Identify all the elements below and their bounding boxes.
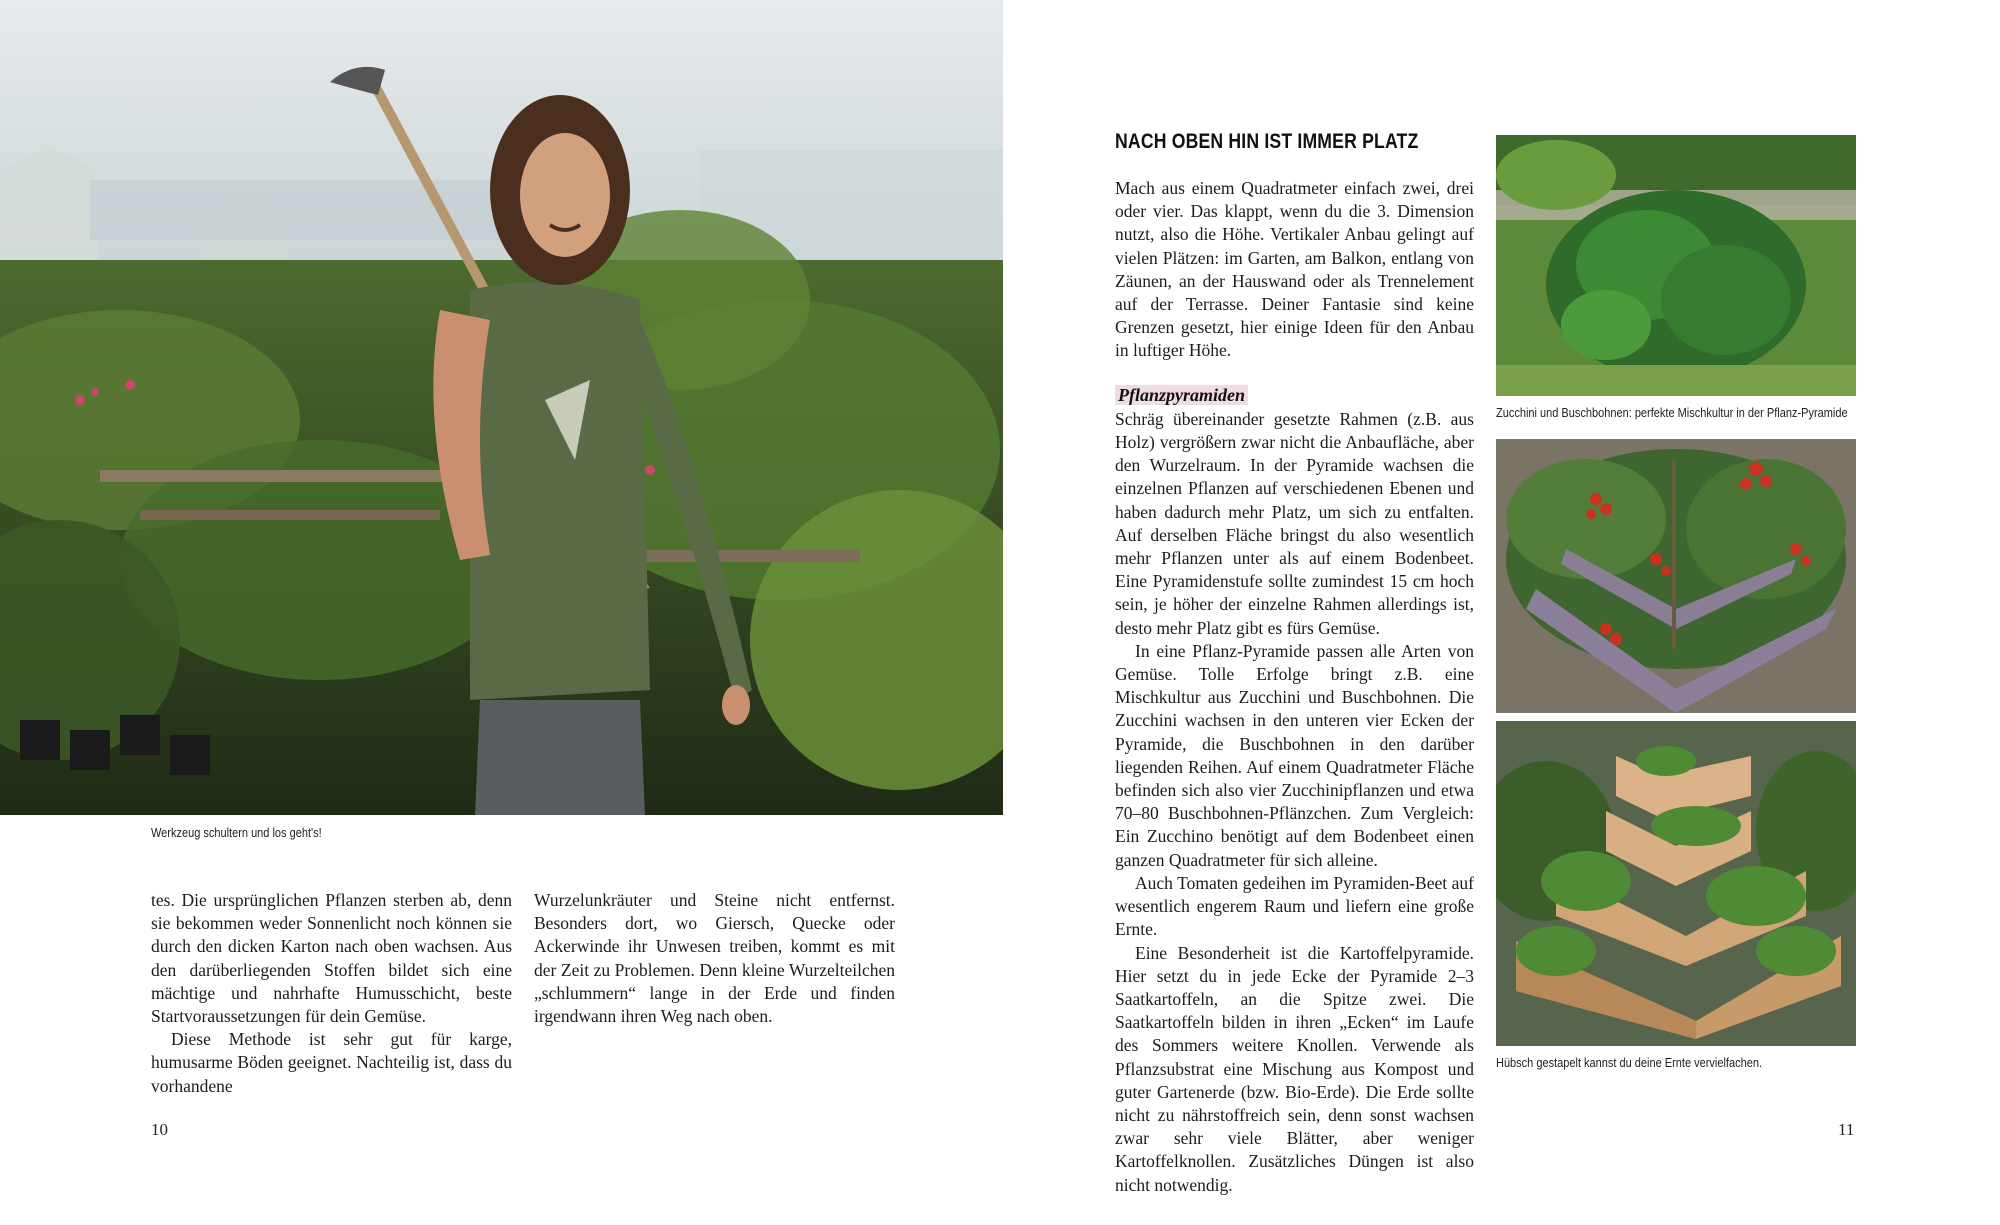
photo-caption: Zucchini und Buschbohnen: perfekte Mischkultur in der Pflanz-Pyramide xyxy=(1496,406,1848,420)
right-text-column xyxy=(1115,177,1474,1197)
section-heading: NACH OBEN HIN IST IMMER PLATZ xyxy=(1115,130,1419,153)
page-number-left: 10 xyxy=(151,1120,168,1139)
paragraph: Wurzelunkräuter und Steine nicht entfernst. Besonders dort, wo Giersch, Quecke oder Ackerwinde ihr Unwesen treiben, kommt es mit der Zeit zu Problemen. Denn kleine Wurzelteilchen „schlummern“ lange in der Erde und finden irgendwann ihren Weg nach oben. xyxy=(534,890,895,1027)
tomato-pyramid-photo xyxy=(1496,439,1856,713)
paragraph: Diese Methode ist sehr gut für karge, humusarme Böden geeignet. Nachteilig ist, dass du vorhandene xyxy=(151,1029,512,1096)
paragraph: tes. Die ursprünglichen Pflanzen sterben ab, denn sie bekommen weder Sonnenlicht noch können sie durch den dicken Karton nach oben wachsen. Aus den darüberliegenden Stoffen bildet sich eine mächtige und nahrhafte Humusschicht, beste Startvoraussetzungen für dein Gemüse. xyxy=(151,890,512,1027)
zucchini-pyramid-photo xyxy=(1496,135,1856,396)
left-column-1 xyxy=(151,889,512,1098)
gardener-photo xyxy=(0,0,1003,815)
photo-caption: Hübsch gestapelt kannst du deine Ernte vervielfachen. xyxy=(1496,1056,1763,1070)
page-number-right: 11 xyxy=(1838,1120,1855,1139)
paragraph: In eine Pflanz-Pyramide passen alle Arten von Gemüse. Tolle Erfolge bringt z.B. eine Mischkultur aus Zucchini und Buschbohnen. Die Zucchini wachsen in den unteren vier Ecken der Pyramide, die Buschbohnen in den darüber liegenden Reihen. Auf einem Quadratmeter Fläche befinden sich also vier Zucchinipflanzen und etwa 70–80 Buschbohnen-Pflänzchen. Zum Vergleich: Ein Zucchino benötigt auf dem Bodenbeet einen ganzen Quadratmeter für sich alleine. xyxy=(1115,640,1474,870)
subheading: Pflanzpyramiden xyxy=(1115,385,1248,405)
paragraph: Eine Besonderheit ist die Kartoffelpyramide. Hier setzt du in jede Ecke der Pyramide 2–3 Saatkartoffeln, an die Spitze zwei. Die Saatkartoffeln bilden in ihren „Ecken“ im Laufe des Sommers weitere Knollen. Verwende als Pflanzsubstrat eine Mischung aus Kompost und guter Gartenerde (bzw. Bio-Erde). Die Erde sollte nicht zu nährstoffreich sein, denn sonst wachsen zwar sehr viele Blätter, aber weniger Kartoffelknollen. Zusätzliches Düngen ist also nicht notwendig. xyxy=(1115,942,1474,1195)
potato-pyramid-photo xyxy=(1496,721,1856,1046)
paragraph: Schräg übereinander gesetzte Rahmen (z.B. aus Holz) vergrößern zwar nicht die Anbaufläche, aber den Wurzelraum. In der Pyramide wachsen die einzelnen Pflanzen auf verschiedenen Ebenen und haben dadurch mehr Platz, um sich zu entfalten. Auf derselben Fläche bringst du also wesentlich mehr Pflanzen unter als auf einem Bodenbeet. Eine Pyramidenstufe sollte zumindest 15 cm hoch sein, je höher der einzelne Rahmen allerdings ist, desto mehr Platz gibt es fürs Gemüse. xyxy=(1115,408,1474,638)
paragraph: Auch Tomaten gedeihen im Pyramiden-Beet auf wesentlich engerem Raum und liefern eine große Ernte. xyxy=(1115,872,1474,940)
photo-caption: Werkzeug schultern und los geht's! xyxy=(151,826,322,840)
left-column-2 xyxy=(534,889,895,1028)
intro-paragraph: Mach aus einem Quadratmeter einfach zwei, drei oder vier. Das klappt, wenn du die 3. Dimension nutzt, also die Höhe. Vertikaler Anbau gelingt auf vielen Plätzen: im Garten, am Balkon, entlang von Zäunen, an der Hauswand oder als Trennelement auf der Terrasse. Deiner Fantasie sind keine Grenzen gesetzt, hier einige Ideen für den Anbau in luftiger Höhe. xyxy=(1115,178,1474,361)
